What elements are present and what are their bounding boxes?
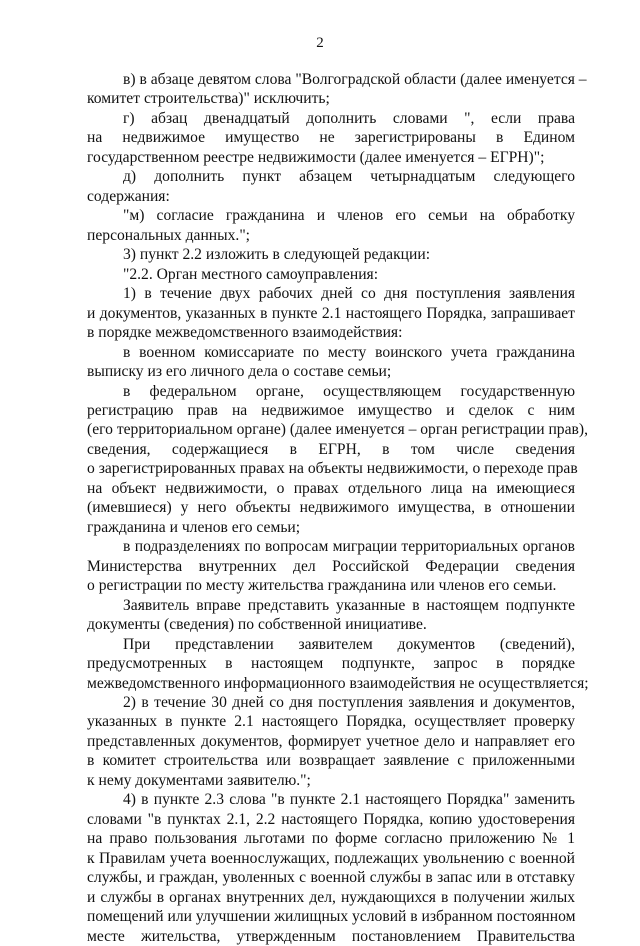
- text-line: на право пользования льготами по форме согласно приложению № 1: [87, 830, 575, 848]
- text-line: государственном реестре недвижимости (далее именуется – ЕГРН)";: [87, 148, 545, 166]
- text-line: словами "в пунктах 2.1, 2.2 настоящего Порядка, копию удостоверения: [87, 810, 575, 828]
- text-line: в) в абзаце девятом слова "Волгоградской области (далее именуется –: [123, 71, 587, 88]
- text-line: 3) пункт 2.2 изложить в следующей редакции:: [123, 246, 431, 264]
- text-line: "2.2. Орган местного самоуправления:: [123, 265, 379, 283]
- text-line: в порядке межведомственного взаимодействия:: [87, 324, 403, 342]
- text-line: документы (сведения) по собственной инициативе.: [87, 616, 427, 634]
- text-line: в военном комиссариате по месту воинского учета гражданина: [123, 343, 575, 361]
- text-line: на объект недвижимости, о правах отдельного лица на имеющиеся: [87, 479, 575, 497]
- text-line: персональных данных.";: [87, 226, 251, 244]
- text-line: службы, и граждан, уволенных с военной службы в запас или в отставку: [87, 869, 575, 887]
- document-body: [87, 70, 589, 946]
- text-line: к Правилам учета военнослужащих, подлежащих увольнению с военной: [87, 849, 575, 867]
- text-line: 1) в течение двух рабочих дней со дня поступления заявления: [123, 285, 575, 303]
- text-line: При представлении заявителем документов (сведений),: [123, 635, 575, 653]
- text-line: "м) согласие гражданина и членов его семьи на обработку: [123, 207, 575, 225]
- text-line: на недвижимое имущество не зарегистрированы в Едином: [87, 129, 575, 147]
- text-line: предусмотренных в настоящем подпункте, запрос в порядке: [87, 655, 575, 673]
- text-line: выписку из его личного дела о составе семьи;: [87, 363, 392, 381]
- text-line: г) абзац двенадцатый дополнить словами ", если права: [123, 109, 575, 127]
- text-line: д) дополнить пункт абзацем четырнадцатым следующего: [123, 168, 575, 186]
- page-number: 2: [316, 35, 324, 51]
- text-line: содержания:: [87, 187, 170, 205]
- text-line: представленных документов, формирует учетное дело и направляет его: [87, 732, 575, 750]
- text-line: межведомственного информационного взаимодействия не осуществляется;: [87, 674, 589, 692]
- text-line: (его территориальном органе) (далее именуется – орган регистрации прав),: [87, 421, 588, 439]
- text-line: указанных в пункте 2.1 настоящего Порядка, осуществляет проверку: [87, 713, 575, 731]
- text-line: регистрацию прав на недвижимое имущество и сделок с ним: [87, 401, 575, 419]
- text-line: и службы в органах внутренних дел, нуждающихся в получении жилых: [87, 888, 575, 906]
- text-line: месте жительства, утвержденным постановлением Правительства: [87, 927, 575, 945]
- text-line: помещений или улучшении жилищных условий в избранном постоянном: [87, 908, 576, 926]
- text-line: (имевшиеся) у него объекты недвижимого имущества, в отношении: [87, 499, 575, 517]
- text-line: к нему документами заявителю.";: [87, 771, 311, 789]
- text-line: о регистрации по месту жительства гражданина или членов его семьи.: [87, 577, 557, 595]
- text-line: 4) в пункте 2.3 слова "в пункте 2.1 настоящего Порядка" заменить: [123, 791, 575, 809]
- text-line: в подразделениях по вопросам миграции территориальных органов: [123, 538, 575, 556]
- text-line: сведения, содержащиеся в ЕГРН, в том числе сведения: [87, 440, 575, 458]
- text-line: в федеральном органе, осуществляющем государственную: [123, 382, 575, 400]
- text-line: Министерства внутренних дел Российской Федерации сведения: [87, 557, 575, 575]
- text-line: комитет строительства)" исключить;: [87, 90, 330, 108]
- text-line: Заявитель вправе представить указанные в настоящем подпункте: [123, 596, 575, 614]
- text-line: и документов, указанных в пункте 2.1 настоящего Порядка, запрашивает: [87, 304, 575, 322]
- text-line: о зарегистрированных правах на объекты недвижимости, о переходе прав: [87, 460, 578, 478]
- text-line: в комитет строительства или возвращает заявление с приложенными: [87, 752, 575, 770]
- text-line: гражданина и членов его семьи;: [87, 518, 301, 536]
- text-line: 2) в течение 30 дней со дня поступления заявления и документов,: [123, 694, 575, 711]
